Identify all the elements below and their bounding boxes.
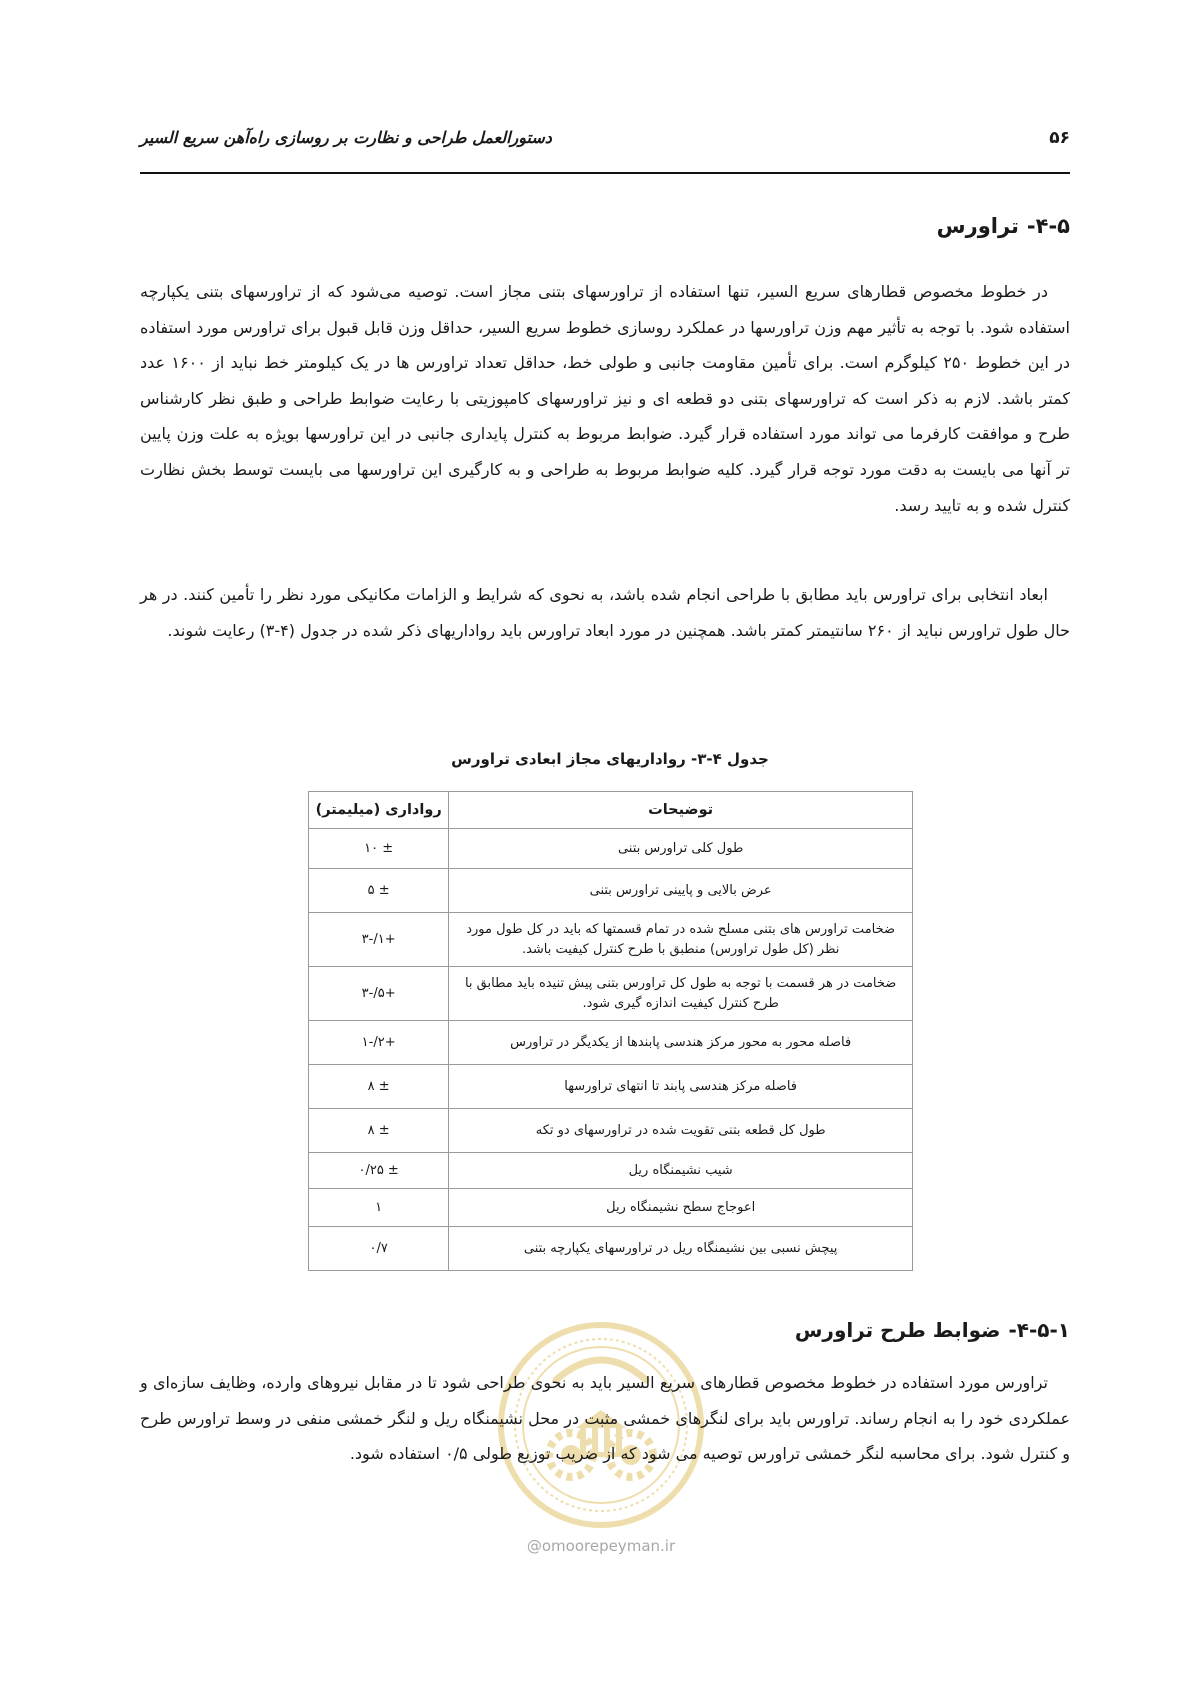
table-row — [309, 869, 913, 913]
header-divider — [140, 172, 1070, 174]
tolerance-cell: ± ۱۰ — [309, 829, 449, 869]
watermark-url: @omoorepeyman.ir — [526, 1537, 676, 1555]
tolerance-cell: +۲/-۱ — [309, 1021, 449, 1065]
table-row — [309, 967, 913, 1021]
section-heading — [937, 214, 1070, 238]
tolerance-cell: ± ۵ — [309, 869, 449, 913]
subsection-heading — [795, 1318, 1070, 1342]
column-header-description: توضیحات — [449, 792, 913, 829]
description-cell: طول کلی تراورس بتنی — [449, 829, 913, 869]
tolerance-table — [308, 791, 913, 1271]
running-header — [140, 128, 1070, 158]
tolerance-cell: ± ۸ — [309, 1065, 449, 1109]
table-row — [309, 913, 913, 967]
body-paragraph: تراورس مورد استفاده در خطوط مخصوص قطارهای سریع السیر باید به نحوی طراحی شود تا در مقابل نیروهای وارده، وظایف سازه‌ای و عملکردی خود را به انجام رساند. تراورس باید برای لنگرهای خمشی مثبت در محل نشیمنگاه ریل و لنگر خمشی منفی در وسط تراورس طرح و کنترل شود. برای محاسبه لنگر خمشی تراورس توصیه می شود که از ضریب توزیع طولی ۰/۵ استفاده شود. — [140, 1373, 1070, 1464]
description-cell: فاصله مرکز هندسی پابند تا انتهای تراورسها — [449, 1065, 913, 1109]
header-title: دستورالعمل طراحی و نظارت بر روسازی راه‌آهن سریع السیر — [140, 128, 552, 147]
table-header-row — [309, 792, 913, 829]
body-paragraph: ابعاد انتخابی برای تراورس باید مطابق با طراحی انجام شده باشد، به نحوی که شرایط و الزامات مکانیکی مورد نظر را تأمین کنند. در هر حال طول تراورس نباید از ۲۶۰ سانتیمتر کمتر باشد. همچنین در مورد ابعاد تراورس باید رواداریهای ذکر شده در جدول (۴-۳) رعایت شوند. — [140, 585, 1070, 640]
tolerance-cell: +۵/-۳ — [309, 967, 449, 1021]
table-row — [309, 1109, 913, 1153]
description-cell: ضخامت تراورس های بتنی مسلح شده در تمام قسمتها که باید در کل طول مورد نظر (کل طول تراورس) منطبق با طرح کنترل کیفیت باشد. — [449, 913, 913, 967]
tolerance-cell: ± ۸ — [309, 1109, 449, 1153]
subsection-number: ۴-۵-۱- — [1008, 1318, 1070, 1342]
description-cell: عرض بالایی و پایینی تراورس بتنی — [449, 869, 913, 913]
section-title: تراورس — [936, 214, 1019, 238]
table-row — [309, 1021, 913, 1065]
column-header-tolerance: رواداری (میلیمتر) — [309, 792, 449, 829]
tolerance-cell: ۱ — [309, 1189, 449, 1227]
description-cell: ضخامت در هر قسمت با توجه به طول کل تراورس بتنی پیش تنیده باید مطابق با طرح کنترل کیفیت اندازه گیری شود. — [449, 967, 913, 1021]
description-cell: فاصله محور به محور مرکز هندسی پابندها از یکدیگر در تراورس — [449, 1021, 913, 1065]
page-number: ۵۶ — [1049, 128, 1070, 148]
description-cell: شیب نشیمنگاه ریل — [449, 1153, 913, 1189]
table-row — [309, 1189, 913, 1227]
tolerance-cell: ± ۰/۲۵ — [309, 1153, 449, 1189]
section-number: ۴-۵- — [1026, 214, 1070, 238]
tolerance-cell: +۱/-۳ — [309, 913, 449, 967]
table-caption: جدول ۴-۳- رواداریهای مجاز ابعادی تراورس — [451, 750, 769, 768]
subsection-title: ضوابط طرح تراورس — [794, 1318, 1001, 1342]
table-row — [309, 1153, 913, 1189]
table-row — [309, 1065, 913, 1109]
body-paragraph: در خطوط مخصوص قطارهای سریع السیر، تنها استفاده از تراورسهای بتنی مجاز است. توصیه می‌شود که از تراورسهای بتنی یکپارچه استفاده شود. با توجه به تأثیر مهم وزن تراورسها در عملکرد روسازی خطوط سریع السیر، حداقل وزن قابل قبول برای تراورس مورد استفاده در این خطوط ۲۵۰ کیلوگرم است. برای تأمین مقاومت جانبی و طولی خط، حداقل تعداد تراورس ها در یک کیلومتر خط نباید از ۱۶۰۰ عدد کمتر باشد. لازم به ذکر است که تراورسهای بتنی دو قطعه ای و نیز تراورسهای کامپوزیتی با رعایت ضوابط طراحی و طبق نظر کارشناس طرح و موافقت کارفرما می تواند مورد استفاده قرار گیرد. ضوابط مربوط به کنترل پایداری جانبی در این تراورسها بویژه به علت وزن پایین تر آنها می بایست به دقت مورد توجه قرار گیرد. کلیه ضوابط مربوط به طراحی و به کارگیری این تراورسها می بایست توسط بخش نظارت کنترل شده و به تایید رسد. — [140, 282, 1071, 515]
description-cell: اعوجاج سطح نشیمنگاه ریل — [449, 1189, 913, 1227]
tolerance-cell: ۰/۷ — [309, 1227, 449, 1271]
table-row — [309, 829, 913, 869]
table-row — [309, 1227, 913, 1271]
description-cell: پیچش نسبی بین نشیمنگاه ریل در تراورسهای یکپارچه بتنی — [449, 1227, 913, 1271]
description-cell: طول کل قطعه بتنی تقویت شده در تراورسهای دو تکه — [449, 1109, 913, 1153]
